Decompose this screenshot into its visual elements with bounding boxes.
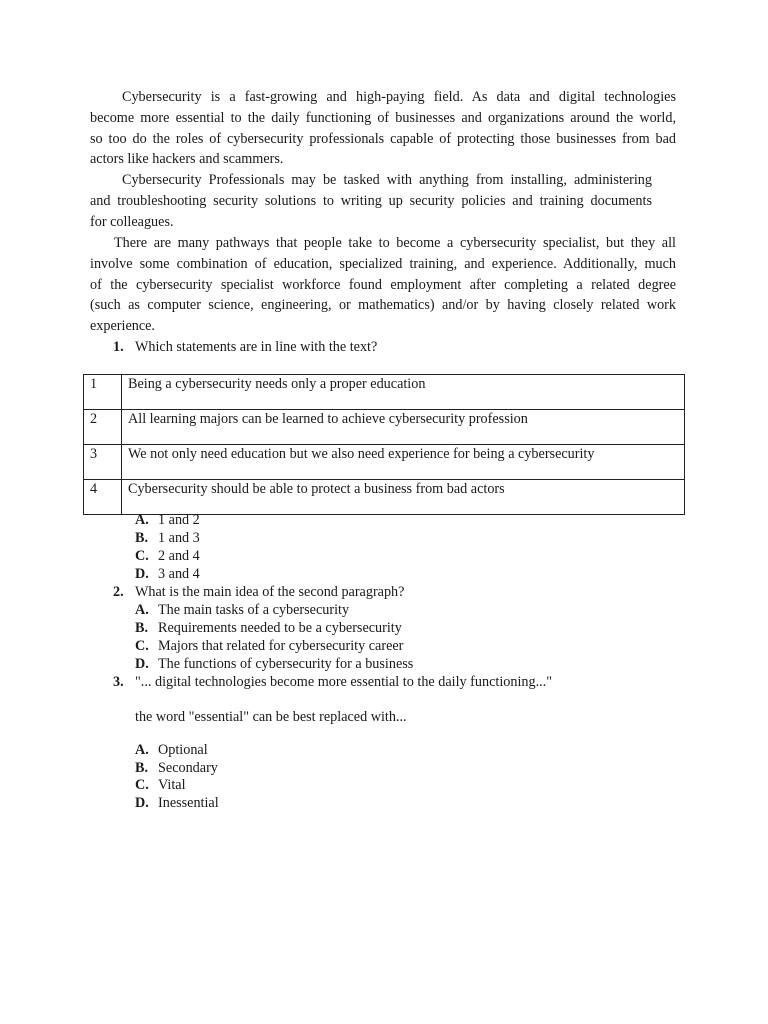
option-1d[interactable] (135, 565, 200, 583)
option-letter: A. (135, 742, 149, 758)
paragraph-line: become more essential to the daily functioning of businesses and organizations around the world, (90, 109, 676, 126)
paragraph-line: Cybersecurity is a fast-growing and high-paying field. As data and digital technologies (122, 89, 676, 105)
option-letter: D. (135, 566, 149, 582)
paragraph-line: of the cybersecurity specialist workforce found employment after completing a related degree (90, 276, 676, 293)
paragraph-line: There are many pathways that people take to become a cybersecurity specialist, but they all (114, 235, 676, 251)
option-3d[interactable] (135, 794, 219, 812)
question-number: 2. (113, 584, 124, 600)
option-letter: C. (135, 548, 149, 564)
question-text: Which statements are in line with the text? (135, 339, 378, 355)
option-letter: D. (135, 795, 149, 811)
paragraph-line: involve some combination of education, specialized training, and experience. Additionally, much (90, 255, 676, 272)
option-2b[interactable] (135, 619, 402, 637)
question-text: "... digital technologies become more essential to the daily functioning..." (135, 674, 553, 690)
option-3a[interactable] (135, 741, 208, 759)
option-text: The main tasks of a cybersecurity (158, 602, 350, 618)
paragraph-3 (90, 233, 676, 337)
paragraph-line: and troubleshooting security solutions to writing up security policies and training documents (90, 192, 652, 209)
option-letter: B. (135, 530, 149, 546)
statement-text: Being a cybersecurity needs only a proper education (122, 375, 685, 410)
option-text: Optional (158, 742, 208, 758)
option-text: 1 and 2 (158, 512, 200, 528)
statement-number: 2 (84, 410, 122, 445)
option-text: 3 and 4 (158, 566, 200, 582)
option-1c[interactable] (135, 547, 200, 565)
paragraph-line: experience. (90, 318, 155, 335)
option-letter: B. (135, 760, 149, 776)
table-row (84, 410, 685, 445)
option-text: The functions of cybersecurity for a business (158, 656, 414, 672)
paragraph-2 (90, 170, 652, 232)
option-3b[interactable] (135, 759, 218, 777)
option-text: Requirements needed to be a cybersecurity (158, 620, 402, 636)
option-2a[interactable] (135, 601, 349, 619)
statements-table (83, 374, 685, 515)
option-text: 1 and 3 (158, 530, 200, 546)
option-letter: D. (135, 656, 149, 672)
option-letter: C. (135, 777, 149, 793)
table-row (84, 480, 685, 515)
statement-text: We not only need education but we also need experience for being a cybersecurity (122, 445, 685, 480)
option-letter: A. (135, 602, 149, 618)
paragraph-1 (90, 87, 676, 170)
option-text: Vital (158, 777, 186, 793)
paragraph-line: (such as computer science, engineering, or mathematics) and/or by having closely related work (90, 297, 676, 314)
paragraph-line: so too do the roles of cybersecurity professionals capable of protecting those businesses from bad (90, 130, 676, 147)
statement-text: Cybersecurity should be able to protect a business from bad actors (122, 480, 685, 515)
question-3-subtext: the word "essential" can be best replaced with... (135, 709, 407, 725)
statement-number: 4 (84, 480, 122, 515)
option-text: Majors that related for cybersecurity career (158, 638, 404, 654)
paragraph-line: for colleagues. (90, 213, 174, 230)
option-text: Inessential (158, 795, 219, 811)
table-row (84, 445, 685, 480)
option-text: 2 and 4 (158, 548, 200, 564)
statement-number: 3 (84, 445, 122, 480)
statement-number: 1 (84, 375, 122, 410)
option-1b[interactable] (135, 529, 200, 547)
paragraph-line: Cybersecurity Professionals may be tasked with anything from installing, administering (122, 172, 652, 188)
question-text: What is the main idea of the second paragraph? (135, 584, 405, 600)
question-number: 1. (113, 339, 124, 355)
table-row (84, 375, 685, 410)
question-number: 3. (113, 674, 124, 690)
option-letter: C. (135, 638, 149, 654)
statement-text: All learning majors can be learned to achieve cybersecurity profession (122, 410, 685, 445)
option-1a[interactable] (135, 511, 200, 529)
option-letter: A. (135, 512, 149, 528)
option-text: Secondary (158, 760, 218, 776)
paragraph-line: actors like hackers and scammers. (90, 151, 284, 168)
option-2d[interactable] (135, 655, 413, 673)
option-2c[interactable] (135, 637, 403, 655)
option-3c[interactable] (135, 776, 186, 794)
option-letter: B. (135, 620, 149, 636)
